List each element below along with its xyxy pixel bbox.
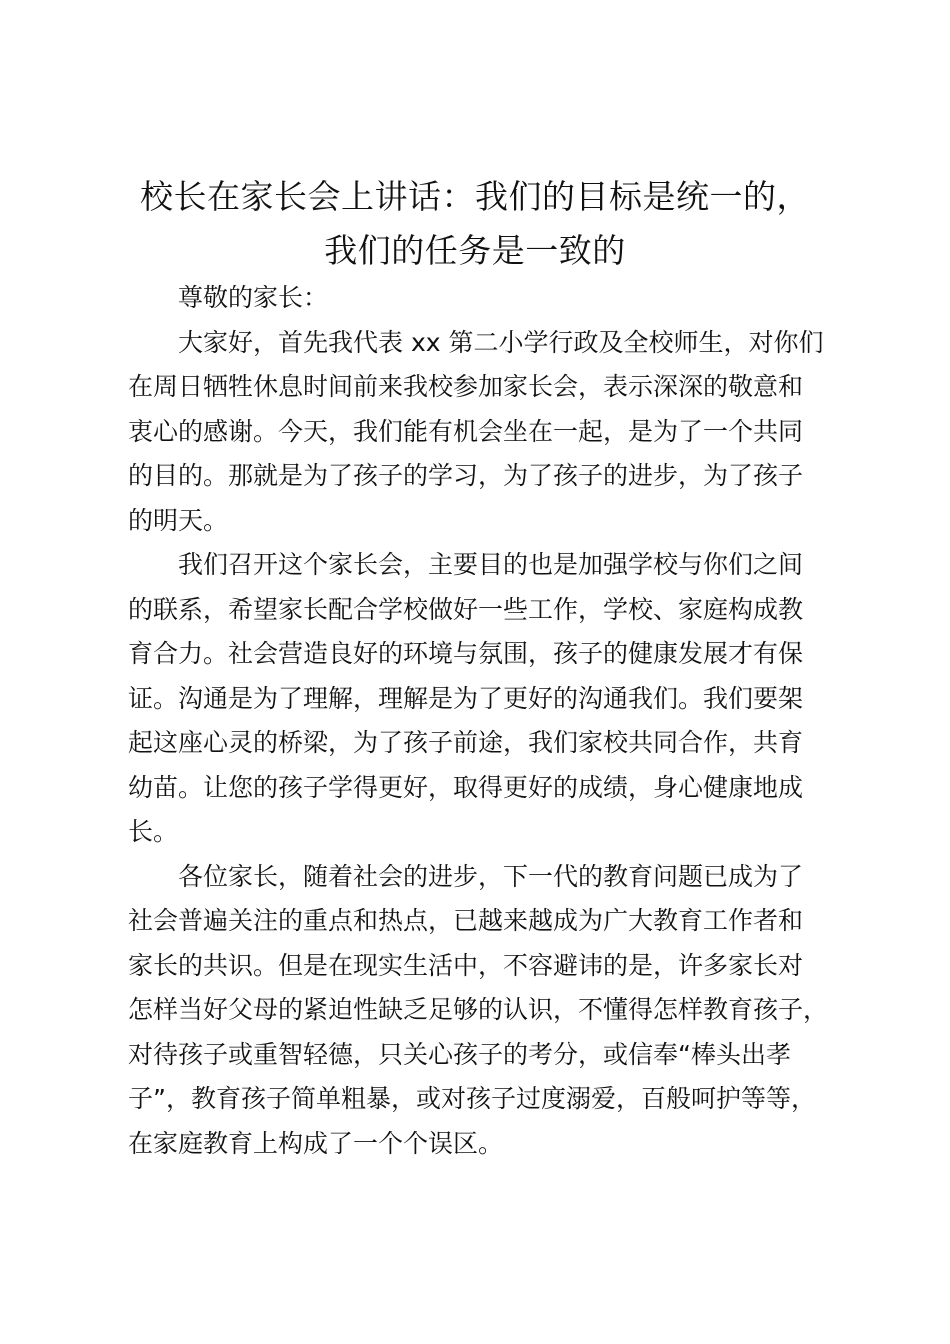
paragraph-line: 在周日牺牲休息时间前来我校参加家长会，表示深深的敬意和 [128, 372, 804, 401]
paragraph-line: 的明天。 [128, 505, 229, 535]
salutation-line: 尊敬的家长： [178, 283, 329, 312]
paragraph-line: 育合力。社会营造良好的环境与氛围，孩子的健康发展才有保 [128, 639, 804, 668]
paragraph-line: 家长的共识。但是在现实生活中，不容避讳的是，许多家长对 [128, 950, 804, 980]
paragraph-line: 证。沟通是为了理解，理解是为了更好的沟通我们。我们要架 [128, 683, 804, 713]
document-title [110, 170, 840, 278]
paragraph-line: 衷心的感谢。今天，我们能有机会坐在一起，是为了一个共同 [128, 416, 804, 446]
paragraph-line: 对待孩子或重智轻德，只关心孩子的考分，或信奉“棒头出孝 [128, 1039, 791, 1069]
title-line-2: 我们的任务是一致的 [324, 231, 626, 270]
document-body [128, 276, 840, 1166]
paragraph-line: 大家好，首先我代表 xx 第二小学行政及全校师生，对你们 [178, 327, 824, 357]
greeting-paragraph [128, 321, 840, 544]
purpose-paragraph [128, 543, 840, 855]
paragraph-line: 幼苗。让您的孩子学得更好，取得更好的成绩，身心健康地成 [128, 772, 804, 802]
paragraph-line: 长。 [128, 817, 179, 846]
paragraph-line: 子”，教育孩子简单粗暴，或对孩子过度溺爱，百般呵护等等， [128, 1084, 816, 1113]
paragraph-line: 各位家长，随着社会的进步，下一代的教育问题已成为了 [178, 861, 804, 891]
paragraph-line: 我们召开这个家长会，主要目的也是加强学校与你们之间 [178, 550, 804, 579]
paragraph-line: 起这座心灵的桥梁，为了孩子前途，我们家校共同合作，共育 [128, 728, 804, 757]
paragraph-line: 社会普遍关注的重点和热点，已越来越成为广大教育工作者和 [128, 906, 804, 935]
salutation-paragraph [128, 276, 840, 321]
education-paragraph [128, 855, 840, 1167]
title-line-1: 校长在家长会上讲话：我们的目标是统一的， [140, 177, 810, 216]
paragraph-line: 的目的。那就是为了孩子的学习，为了孩子的进步，为了孩子 [128, 461, 804, 490]
paragraph-line: 的联系，希望家长配合学校做好一些工作，学校、家庭构成教 [128, 594, 804, 624]
paragraph-line: 怎样当好父母的紧迫性缺乏足够的认识，不懂得怎样教育孩子， [128, 995, 829, 1024]
paragraph-line: 在家庭教育上构成了一个个误区。 [128, 1128, 504, 1158]
